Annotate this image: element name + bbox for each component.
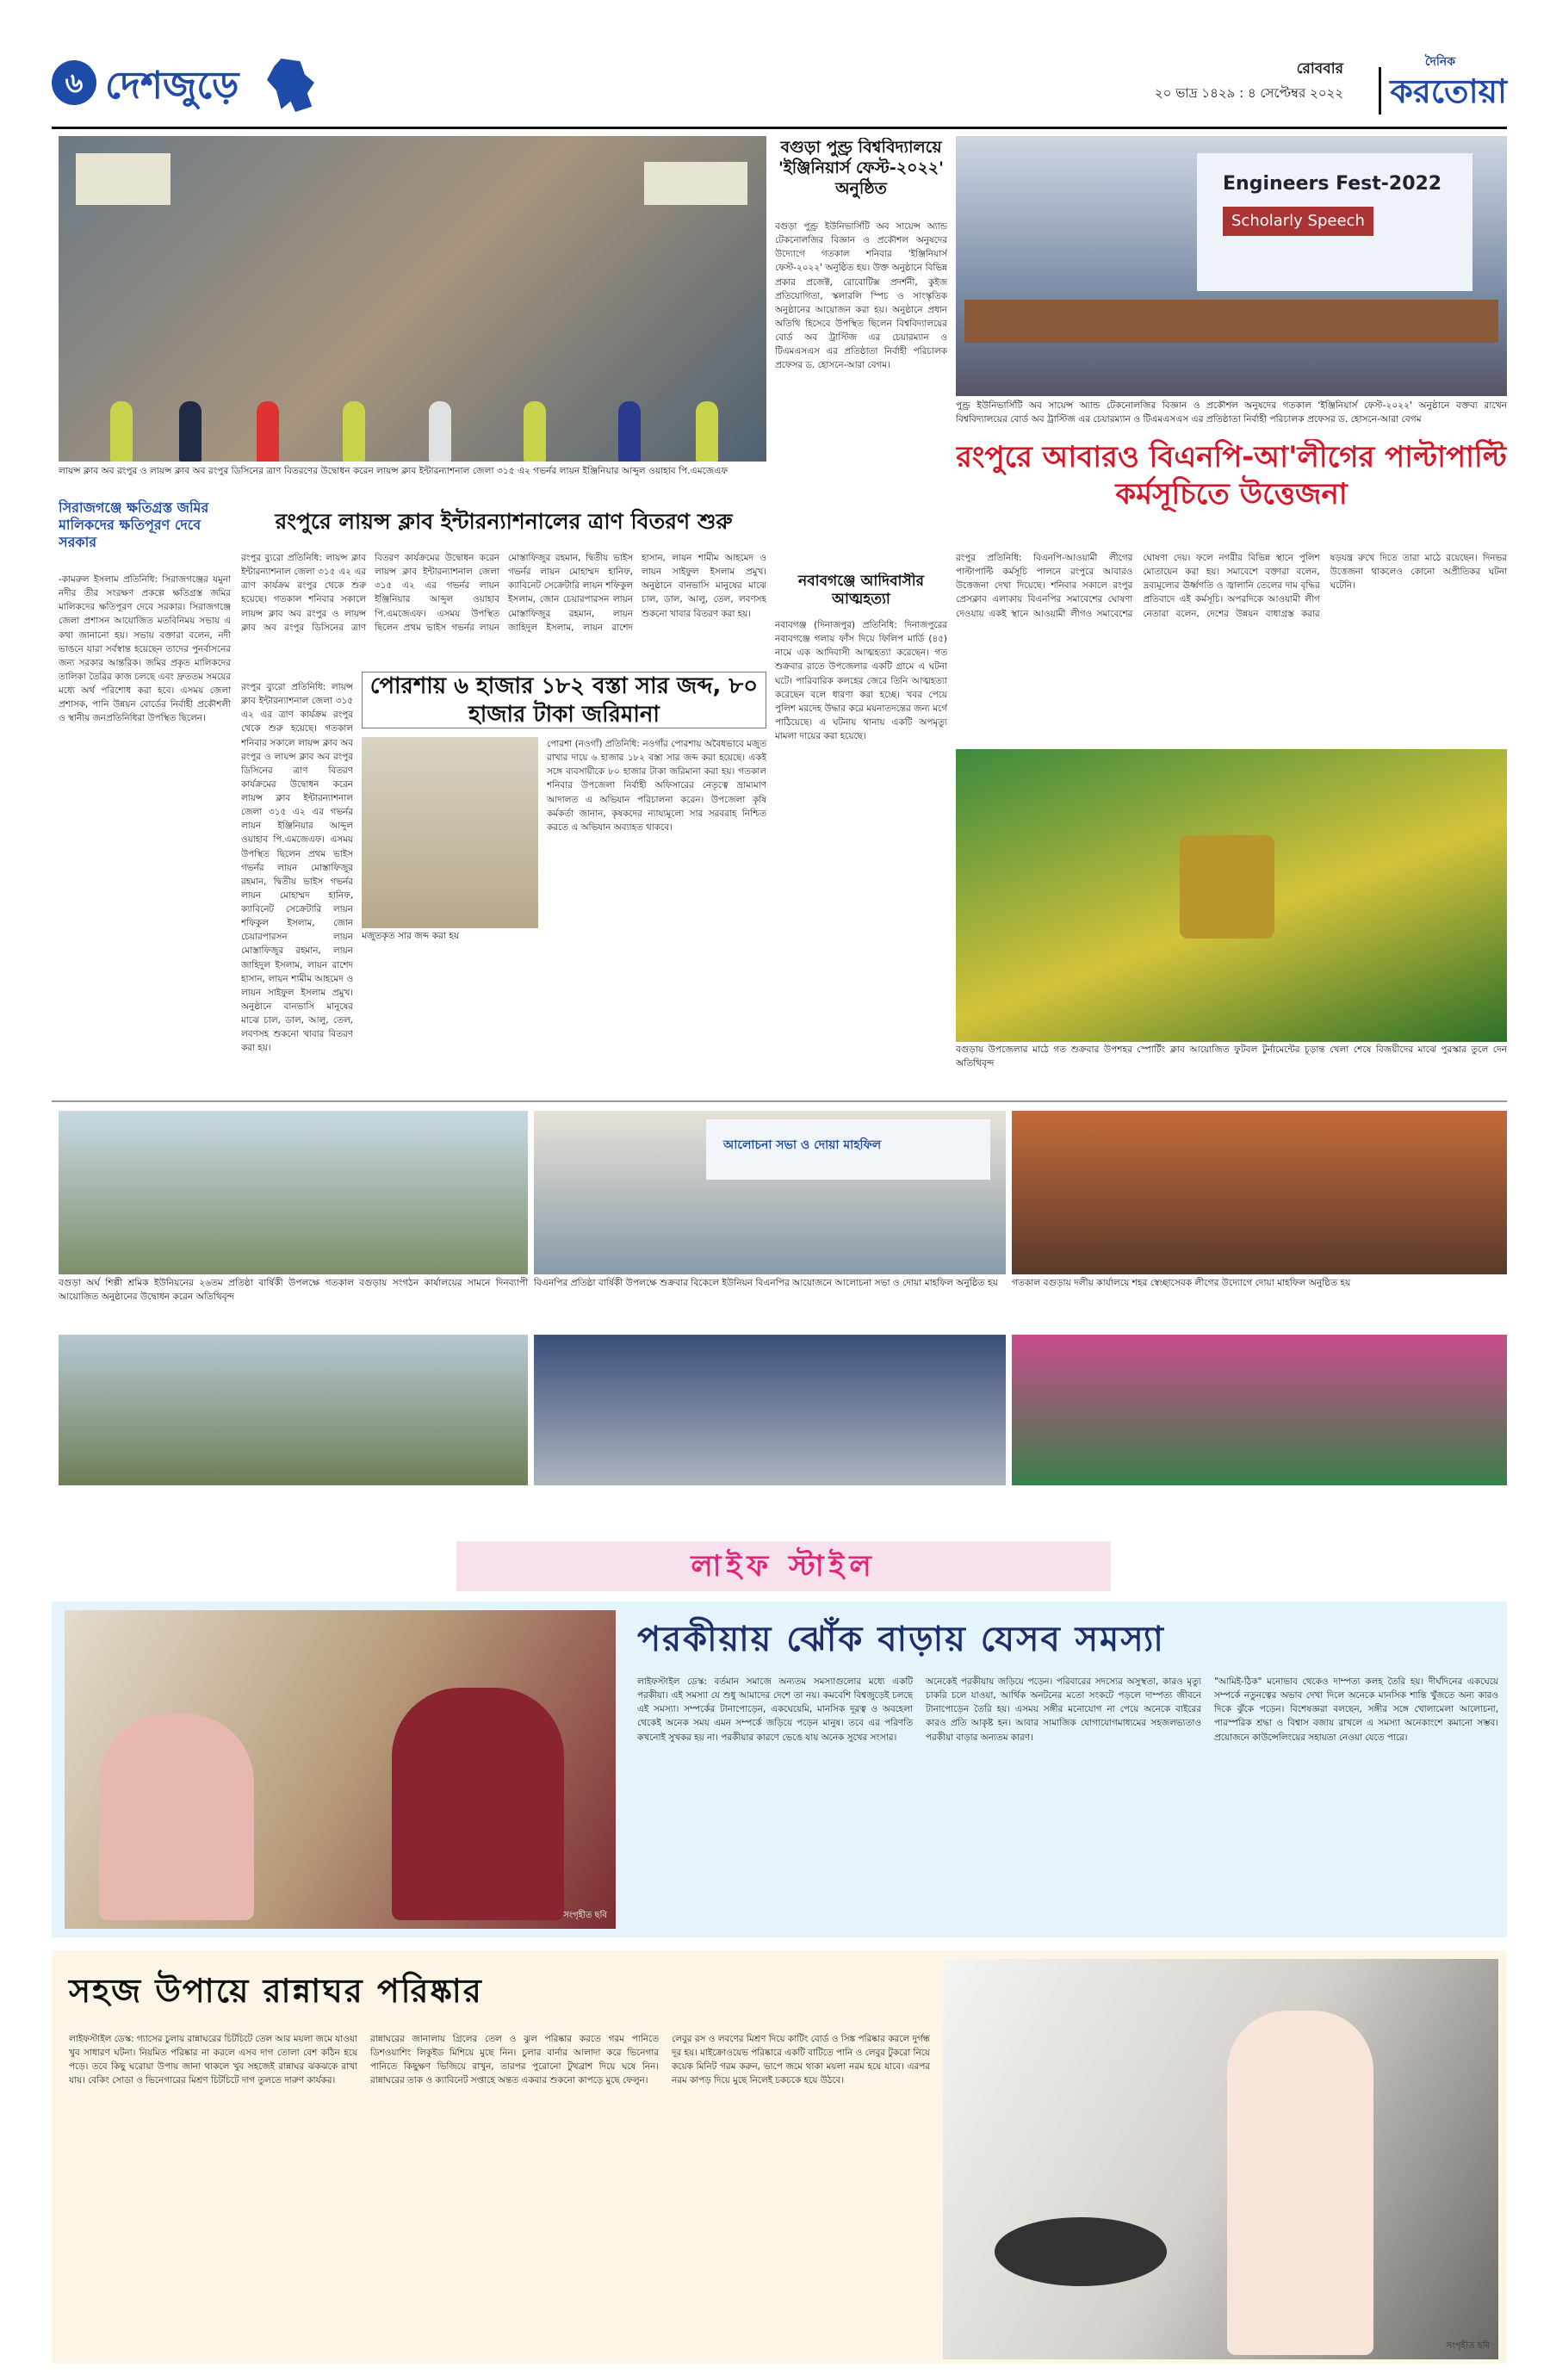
doa-mahfil-photo [1012, 1111, 1507, 1274]
article-body: লাইফস্টাইল ডেস্ক: গ্যাসের চুলায় রান্নাঘরের চিটচিটে তেল আর ময়লা জমে যাওয়া খুব সাধারণ ঘটনা। নিয়মিত পরিষ্কার না করলে এসব দাগ তোলা বেশ কঠিন হয়ে পড়ে। তবে কিছু ঘরোয়া উপায় জানা থাকলে খুব সহজেই রান্নাঘর ঝকঝকে রাখা যায়। বেকিং সোডা ও ভিনেগারের মিশ্রণ চিটচিটে দাগ তুলতে দারুণ কার্যকর। [69, 2034, 357, 2086]
fertilizer-sacks-photo [362, 737, 538, 928]
person-figure [179, 401, 202, 462]
bangladesh-map-icon [267, 59, 314, 112]
photo-caption: পুণ্ড্র ইউনিভার্সিটি অব সায়েন্স অ্যান্ড টেকনোলজির বিজ্ঞান ও প্রকৌশল অনুষদের গতকাল 'ইঞ্জিনিয়ার্স ফেস্ট-২০২২' অনুষ্ঠানে বক্তব্য রাখেন বিশ্ববিদ্যালয়ের বোর্ড অব ট্রাস্টিজ এর চেয়ারম্যান ও টিএমএসএস এর প্রতিষ্ঠাতা নির্বাহী পরিচালক প্রফেসর ড. হোসনে-আরা বেগম [956, 400, 1507, 425]
lions-club-relief-photo [59, 136, 766, 462]
headline: পরকীয়ায় ঝোঁক বাড়ায় যেসব সমস্যা [637, 1620, 1165, 1659]
headline: সিরাজগঞ্জে ক্ষতিগ্রস্ত জমির মালিকদের ক্ষতিপূরণ দেবে সরকার [59, 499, 209, 550]
masthead [52, 43, 1507, 129]
backdrop-text: Engineers Fest-2022 [1223, 173, 1442, 195]
headline: নবাবগঞ্জে আদিবাসীর আত্মহত্যা [798, 573, 924, 609]
person-figure [343, 401, 365, 462]
mahfil-photo [534, 1335, 1006, 1485]
logo-prefix: দৈনিক [1424, 55, 1455, 69]
headline: রংপুরে আবারও বিএনপি-আ'লীগের পাল্টাপাল্টি কর্মসূচিতে উত্তেজনা [956, 440, 1507, 511]
article-body: অনেকেই পরকীয়ায় জড়িয়ে পড়েন। পরিবারের সদস্যের অসুস্থতা, কারও মৃত্যু চাকরি চলে যাওয়া, আর্থিক অনটনের মতো সংকটে পড়লে দাম্পত্য জীবনে টানাপোড়েন তৈরি হয়। এসময় সঙ্গীর মনোযোগ না পেয়ে অনেকে বাইরের কারও প্রতি আকৃষ্ট হন। আবার সামাজিক যোগাযোগমাধ্যমের সহজলভ্যতাও পরকীয়া বাড়ার অন্যতম কারণ। [926, 1677, 1201, 1743]
headline: পোরশায় ৬ হাজার ১৮২ বস্তা সার জব্দ, ৮০ হাজার টাকা জরিমানা [362, 672, 766, 728]
photo-caption: লায়ন্স ক্লাব অব রংপুর ও লায়ন্স ক্লাব অব রংপুর ডিসিনের ত্রাণ বিতরণের উদ্বোধন করেন লায়ন্স ক্লাব ইন্টারন্যাশনাল জেলা ৩১৫ এ২ গভর্নর লায়ন ইঞ্জিনিয়ার আব্দুল ওয়াহাব পি.এমজেএফ [59, 466, 728, 476]
photo-caption: মজুতকৃত সার জব্দ করা হয় [362, 931, 460, 941]
photo-caption: বিএনপির প্রতিষ্ঠা বার্ষিকী উপলক্ষে শুক্রবার বিকেলে ইউনিয়ন বিএনপির আয়োজনে আলোচনা সভা ও দোয়া মাহফিল অনুষ্ঠিত হয় [534, 1278, 998, 1288]
trophy [1180, 835, 1274, 939]
stage-table [964, 300, 1498, 343]
person-figure [696, 401, 718, 462]
relief-banner [76, 153, 170, 205]
team-photo [1012, 1335, 1507, 1485]
person-figure [110, 401, 133, 462]
photo-caption: গতকাল বগুড়ায় দলীয় কার্যালয়ে শহর স্বেচ্ছাসেবক লীগের উদ্যোগে দোয়া মাহফিল অনুষ্ঠিত হয় [1012, 1278, 1351, 1288]
article-body: নবাবগঞ্জ (দিনাজপুর) প্রতিনিধি: দিনাজপুরের নবাবগঞ্জে গলায় ফাঁস দিয়ে ফিলিপ মার্ডি (৪৫) নামে এক আদিবাসী আত্মহত্যা করেছেন। গত শুক্রবার রাতে উপজেলার একটি গ্রামে এ ঘটনা ঘটে। পারিবারিক কলহের জেরে তিনি আত্মহত্যা করেছেন বলে ধারণা করা হচ্ছে। খবর পেয়ে পুলিশ মরদেহ উদ্ধার করে ময়নাতদন্তের জন্য মর্গে পাঠিয়েছে। এ ঘটনায় থানায় একটি অপমৃত্যু মামলা দায়ের করা হয়েছে। [775, 620, 947, 741]
man-figure [392, 1688, 564, 1920]
divider [52, 1100, 1507, 1102]
woman-figure [1227, 2011, 1373, 2355]
relief-banner-2 [644, 162, 747, 205]
lifestyle-section-banner [456, 1541, 1111, 1591]
article-body: পোরশা (নওগাঁ) প্রতিনিধি: নওগাঁর পোরশায় অবৈধভাবে মজুত রাখার দায়ে ৬ হাজার ১৮২ বস্তা সার জব্দ করা হয়েছে। একই সঙ্গে ব্যবসায়ীকে ৮০ হাজার টাকা জরিমানা করা হয়। গতকাল শনিবার উপজেলা নির্বাহী অফিসারের নেতৃত্বে ভ্রাম্যমাণ আদালত এ অভিযান পরিচালনা করেন। উপজেলা কৃষি কর্মকর্তা জানান, কৃষকদের ন্যায্যমূল্যে সার সরবরাহ নিশ্চিত করতে এ অভিযান অব্যাহত থাকবে। [547, 739, 766, 833]
person-figure [429, 401, 451, 462]
engineers-fest-photo [956, 136, 1507, 396]
article-body: লেবুর রস ও লবণের মিশ্রণ দিয়ে কাটিং বোর্ড ও সিঙ্ক পরিষ্কার করলে দুর্গন্ধ দূর হয়। মাইক্রোওয়েভ পরিষ্কারে একটি বাটিতে পানি ও লেবুর টুকরো নিয়ে কয়েক মিনিট গরম করুন, ভাপে জমে থাকা ময়লা নরম হয়ে যাবে। এরপর নরম কাপড় দিয়ে মুছে নিলেই চকচকে হয়ে উঠবে। [672, 2034, 930, 2086]
article-body: -কামরুল ইসলাম প্রতিনিধি: সিরাজগঞ্জের যমুনা নদীর তীর সংরক্ষণ প্রকল্পে ক্ষতিগ্রস্ত জমির মালিকদের ক্ষতিপূরণ দেবে সরকার। সিরাজগঞ্জে জেলা প্রশাসন আয়োজিত মতবিনিময় সভায় এ কথা জানানো হয়। সভায় বক্তারা বলেন, নদী ভাঙনে যারা সর্বস্বান্ত হয়েছেন তাদের পুনর্বাসনের জন্য সরকার আন্তরিক। জমির প্রকৃত মালিকদের তালিকা তৈরির কাজ চলছে এবং দ্রুততম সময়ের মধ্যে অর্থ পরিশোধ করা হবে। এসময় জেলা প্রশাসক, পানি উন্নয়ন বোর্ডের নির্বাহী প্রকৌশলী ও স্থানীয় জনপ্রতিনিধিরা উপস্থিত ছিলেন। [59, 574, 231, 724]
bnp-meeting-photo [534, 1111, 1006, 1274]
backdrop-subtext: Scholarly Speech [1223, 207, 1373, 236]
meeting-banner-text: আলোচনা সভা ও দোয়া মাহফিল [723, 1138, 882, 1152]
article-body: রান্নাঘরের জানালায় গ্রিলের তেল ও ঝুল পরিষ্কার করতে গরম পানিতে ডিশওয়াশিং লিকুইড মিশিয়ে মুছে নিন। চুলার বার্নার আলাদা করে ভিনেগার পানিতে কিছুক্ষণ ভিজিয়ে রাখুন, তারপর পুরোনো টুথব্রাশ দিয়ে ঘষে নিন। রান্নাঘরের তাক ও ক্যাবিনেট সপ্তাহে অন্তত একবার শুকনো কাপড়ে মুছে ফেলুন। [370, 2034, 659, 2086]
pan [995, 2217, 1167, 2286]
page-number-badge: ৬ [52, 60, 96, 105]
newspaper-logo: করতোয়া [1379, 67, 1507, 115]
road-inauguration-photo [59, 1335, 528, 1485]
person-figure [618, 401, 641, 462]
football-trophy-photo [956, 749, 1507, 1042]
headline: বগুড়া পুণ্ড্র বিশ্ববিদ্যালয়ে 'ইঞ্জিনিয়ার্স ফেস্ট-২০২২' অনুষ্ঠিত [778, 138, 944, 198]
lifestyle-label: লাইফ স্টাইল [691, 1549, 877, 1584]
headline: রংপুরে লায়ন্স ক্লাব ইন্টারন্যাশনালের ত্রাণ বিতরণ শুরু [275, 509, 733, 534]
woman-figure [99, 1714, 254, 1920]
article-body: রংপুর প্রতিনিধি: বিএনপি-আওয়ামী লীগের পাল্টাপাল্টি কর্মসূচি পালনে রংপুরে আবারও উত্তেজনা দেখা দিয়েছে। শনিবার সকালে রংপুর প্রেসক্লাব এলাকায় বিএনপির সমাবেশের ঘোষণা দেওয়ায় একই স্থানে আওয়ামী লীগও সমাবেশের ঘোষণা দেয়। ফলে নগরীর বিভিন্ন স্থানে পুলিশ মোতায়েন করা হয়। সমাবেশে বক্তারা বলেন, দ্রব্যমূল্যের ঊর্ধ্বগতি ও জ্বালানি তেলের দাম বৃদ্ধির প্রতিবাদে এই কর্মসূচি। অপরদিকে আওয়ামী লীগ নেতারা বলেন, দেশের উন্নয়ন বাধাগ্রস্ত করার ষড়যন্ত্র রুখে দিতে তারা মাঠে রয়েছেন। দিনভর উত্তেজনা থাকলেও কোনো অপ্রীতিকর ঘটনা ঘটেনি। [956, 553, 1507, 619]
person-figure [524, 401, 546, 462]
article-body: লাইফস্টাইল ডেস্ক: বর্তমান সমাজে অন্যতম সমস্যাগুলোর মধ্যে একটি পরকীয়া। এই সমস্যা যে শুধু আমাদের দেশে তা নয়। কমবেশি বিশ্বজুড়েই চলছে এই সমস্যা। সম্পর্কের টানাপোড়েন, একঘেয়েমি, মানসিক দূরত্ব ও অবহেলা থেকেই অনেক সময় এমন সম্পর্কে জড়িয়ে পড়েন মানুষ। তবে এর পরিণতি কখনোই সুখকর হয় না। পরকীয়ার কারণে ভেঙে যায় অনেক সুখের সংসার। [637, 1677, 913, 1743]
person-figure [257, 401, 279, 462]
article-body: রংপুর ব্যুরো প্রতিনিধি: লায়ন্স ক্লাব ইন্টারন্যাশনাল জেলা ৩১৫ এ২ এর ত্রাণ কার্যক্রম রংপুর থেকে শুরু হয়েছে। গতকাল শনিবার সকালে লায়ন্স ক্লাব অব রংপুর ও লায়ন্স ক্লাব অব রংপুর ডিসিনের ত্রাণ বিতরণ কার্যক্রমের উদ্বোধন করেন লায়ন্স ক্লাব ইন্টারন্যাশনাল জেলা ৩১৫ এ২ এর গভর্নর লায়ন ইঞ্জিনিয়ার আব্দুল ওয়াহাব পি.এমজেএফ। এসময় উপস্থিত ছিলেন প্রথম ভাইস গভর্নর লায়ন মোস্তাফিজুর রহমান, দ্বিতীয় ভাইস গভর্নর লায়ন মোহাম্মদ হানিফ, ক্যাবিনেট সেক্রেটারি লায়ন শফিকুল ইসলাম, জোন চেয়ারপারসন লায়ন মোস্তাফিজুর রহমান, লায়ন জাহিদুল ইসলাম, লায়ন রাশেদ হাসান, লায়ন শামীম আহমেদ ও লায়ন সাইফুল ইসলাম প্রমুখ। অনুষ্ঠানে বানভাসি মানুষের মাঝে চাল, ডাল, আলু, তেল, লবণসহ শুকনো খাবার বিতরণ করা হয়। [241, 553, 766, 633]
photo-credit: সংগৃহীত ছবি [563, 1910, 607, 1920]
issue-day: রোববার [1296, 60, 1343, 77]
article-body: বগুড়া পুণ্ড্র ইউনিভার্সিটি অব সায়েন্স অ্যান্ড টেকনোলজির বিজ্ঞান ও প্রকৌশল অনুষদের উদ্যোগে গতকাল শনিবার 'ইঞ্জিনিয়ার্স ফেস্ট-২০২২' অনুষ্ঠিত হয়। উক্ত অনুষ্ঠানে বিভিন্ন প্রকার প্রজেক্ট, রোবোটিক্স প্রদর্শনী, কুইজ প্রতিযোগিতা, স্কলারলি স্পিচ ও সাংস্কৃতিক অনুষ্ঠানের আয়োজন করা হয়। অনুষ্ঠানে প্রধান অতিথি হিসেবে উপস্থিত ছিলেন বিশ্ববিদ্যালয়ের বোর্ড অব ট্রাস্টিজ এর চেয়ারম্যান ও টিএমএসএস এর প্রতিষ্ঠাতা নির্বাহী পরিচালক প্রফেসর ড. হোসনে-আরা বেগম। [775, 221, 947, 371]
workers-union-photo [59, 1111, 528, 1274]
kitchen-cleaning-photo [943, 1959, 1498, 2359]
stage-backdrop [1197, 153, 1472, 291]
photo-credit: সংগৃহীত ছবি [1446, 2340, 1490, 2351]
article-body: "আমিই-ঠিক" মনোভাব থেকেও দাম্পত্য কলহ তৈরি হয়। দীর্ঘদিনের একঘেয়ে সম্পর্কে নতুনত্বের অভাব দেখা দিলে অনেকে মানসিক শান্তি খুঁজতে অন্য কারও দিকে ঝুঁকে পড়েন। বিশেষজ্ঞরা বলছেন, সঙ্গীর সঙ্গে খোলামেলা আলোচনা, পারস্পরিক শ্রদ্ধা ও বিশ্বাস বজায় রাখলে এ সমস্যা অনেকাংশে কমানো সম্ভব। প্রয়োজনে কাউন্সেলিংয়ের সহায়তা নেওয়া যেতে পারে। [1214, 1677, 1498, 1743]
issue-date: ২০ ভাদ্র ১৪২৯ : ৪ সেপ্টেম্বর ২০২২ [1154, 85, 1343, 101]
photo-caption: বগুড়া অর্ঘ শিল্পী শ্রমিক ইউনিয়নের ২৬তম প্রতিষ্ঠা বার্ষিকী উপলক্ষে গতকাল বগুড়ায় সংগঠন কার্যালয়ের সামনে দিনব্যাপী আয়োজিত অনুষ্ঠানের উদ্বোধন করেন অতিথিবৃন্দ [59, 1278, 528, 1302]
photo-caption: বগুড়ায় উপজেলার মাঠে গত শুক্রবার উপশহর স্পোর্টিং ক্লাব আয়োজিত ফুটবল টুর্নামেন্টের চূড়ান্ত খেলা শেষে বিজয়ীদের মাঝে পুরস্কার তুলে দেন অতিথিবৃন্দ [956, 1044, 1507, 1069]
meeting-banner [706, 1119, 990, 1180]
couple-photo [65, 1610, 616, 1929]
section-title: দেশজুড়ে [105, 64, 239, 108]
headline: সহজ উপায়ে রান্নাঘর পরিষ্কার [69, 1972, 483, 2010]
article-body: রংপুর ব্যুরো প্রতিনিধি: লায়ন্স ক্লাব ইন্টারন্যাশনাল জেলা ৩১৫ এ২ এর ত্রাণ কার্যক্রম রংপুর থেকে শুরু হয়েছে। গতকাল শনিবার সকালে লায়ন্স ক্লাব অব রংপুর ও লায়ন্স ক্লাব অব রংপুর ডিসিনের ত্রাণ বিতরণ কার্যক্রমের উদ্বোধন করেন লায়ন্স ক্লাব ইন্টারন্যাশনাল জেলা ৩১৫ এ২ এর গভর্নর লায়ন ইঞ্জিনিয়ার আব্দুল ওয়াহাব পি.এমজেএফ। এসময় উপস্থিত ছিলেন প্রথম ভাইস গভর্নর লায়ন মোস্তাফিজুর রহমান, দ্বিতীয় ভাইস গভর্নর লায়ন মোহাম্মদ হানিফ, ক্যাবিনেট সেক্রেটারি লায়ন শফিকুল ইসলাম, জোন চেয়ারপারসন লায়ন মোস্তাফিজুর রহমান, লায়ন জাহিদুল ইসলাম, লায়ন রাশেদ হাসান, লায়ন শামীম আহমেদ ও লায়ন সাইফুল ইসলাম প্রমুখ। অনুষ্ঠানে বানভাসি মানুষের মাঝে চাল, ডাল, আলু, তেল, লবণসহ শুকনো খাবার বিতরণ করা হয়। [241, 682, 353, 1054]
